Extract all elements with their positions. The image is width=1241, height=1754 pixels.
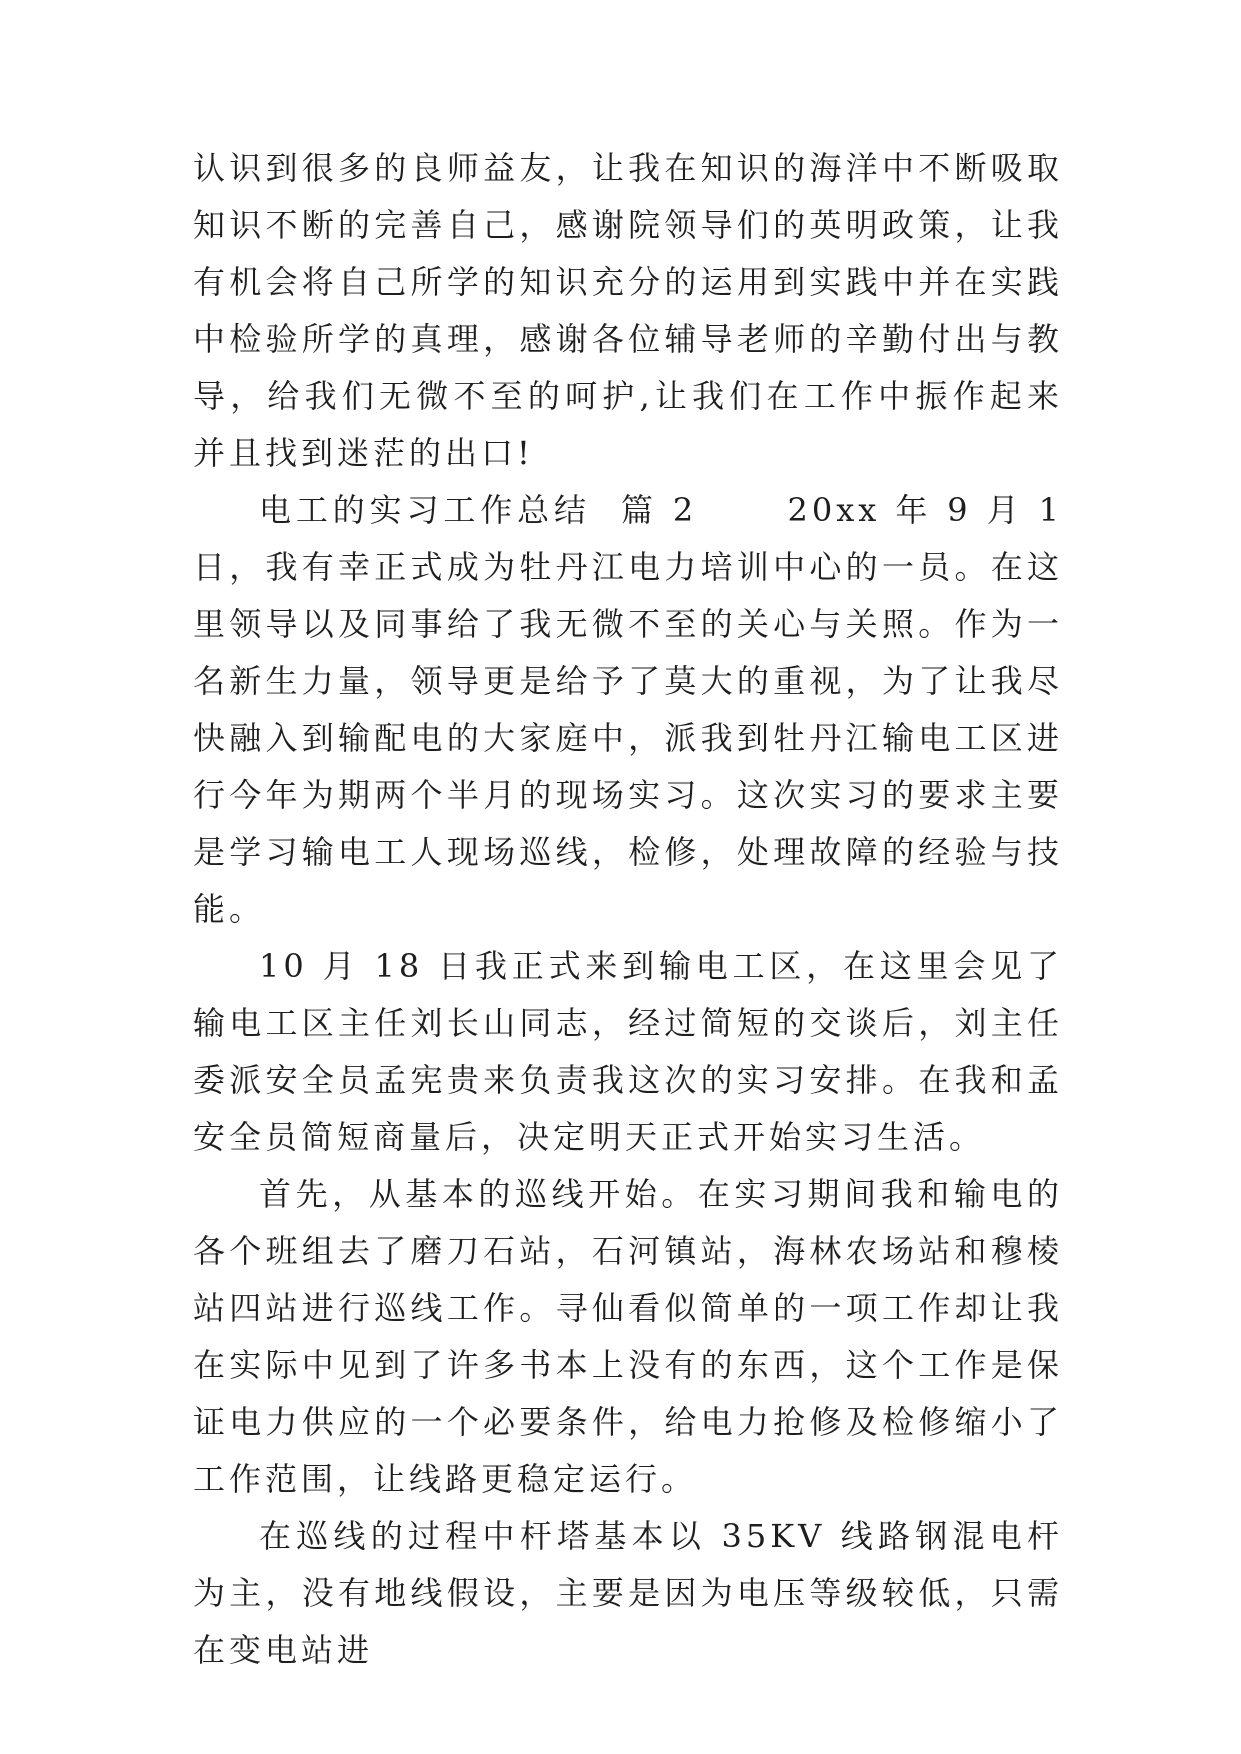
paragraph-text: 20xx 年 9 月 1 日，我有幸正式成为牡丹江电力培训中心的一员。在这里领导以及同事给了我无微不至的关心与关照。作为一名新生力量，领导更是给予了莫大的重视，为了让我尽快融入到输配电的大家庭中，派我到牡丹江输电工区进行今年为期两个半月的现场实习。这次实习的要求主要是学习输电工人现场巡线，检修，处理故障的经验与技能。: [193, 491, 1063, 928]
paragraph-line-patrol: [193, 1166, 1063, 1508]
heading-gap: [697, 491, 787, 529]
document-body: [193, 140, 1063, 1679]
paragraph-text: 首先，从基本的巡线开始。在实习期间我和输电的各个班组去了磨刀石站，石河镇站，海林农场站和穆棱站四站进行巡线工作。寻仙看似简单的一项工作却让我在实际中见到了许多书本上没有的东西，这个工作是保证电力供应的一个必要条件，给电力抢修及检修缩小了工作范围，让线路更稳定运行。: [193, 1175, 1063, 1498]
paragraph-text: 在巡线的过程中杆塔基本以 35KV 线路钢混电杆为主，没有地线假设，主要是因为电压等级较低，只需在变电站进: [193, 1517, 1063, 1669]
paragraph-towers: [193, 1508, 1063, 1679]
paragraph-text: 10 月 18 日我正式来到输电工区，在这里会见了输电工区主任刘长山同志，经过简短的交谈后，刘主任委派安全员孟宪贵来负责我这次的实习安排。在我和孟安全员简短商量后，决定明天正式开始实习生活。: [193, 947, 1063, 1156]
paragraph-text: 认识到很多的良师益友，让我在知识的海洋中不断吸取知识不断的完善自己，感谢院领导们的英明政策，让我有机会将自己所学的知识充分的运用到实践中并在实践中检验所学的真理，感谢各位辅导老师的辛勤付出与教导，给我们无微不至的呵护,让我们在工作中振作起来并且找到迷茫的出口!: [193, 149, 1063, 472]
paragraph-section-2-start: [193, 482, 1063, 938]
paragraph-intro-continuation: [193, 140, 1063, 482]
paragraph-arrival: [193, 938, 1063, 1166]
section-heading: 电工的实习工作总结 篇 2: [259, 491, 698, 529]
